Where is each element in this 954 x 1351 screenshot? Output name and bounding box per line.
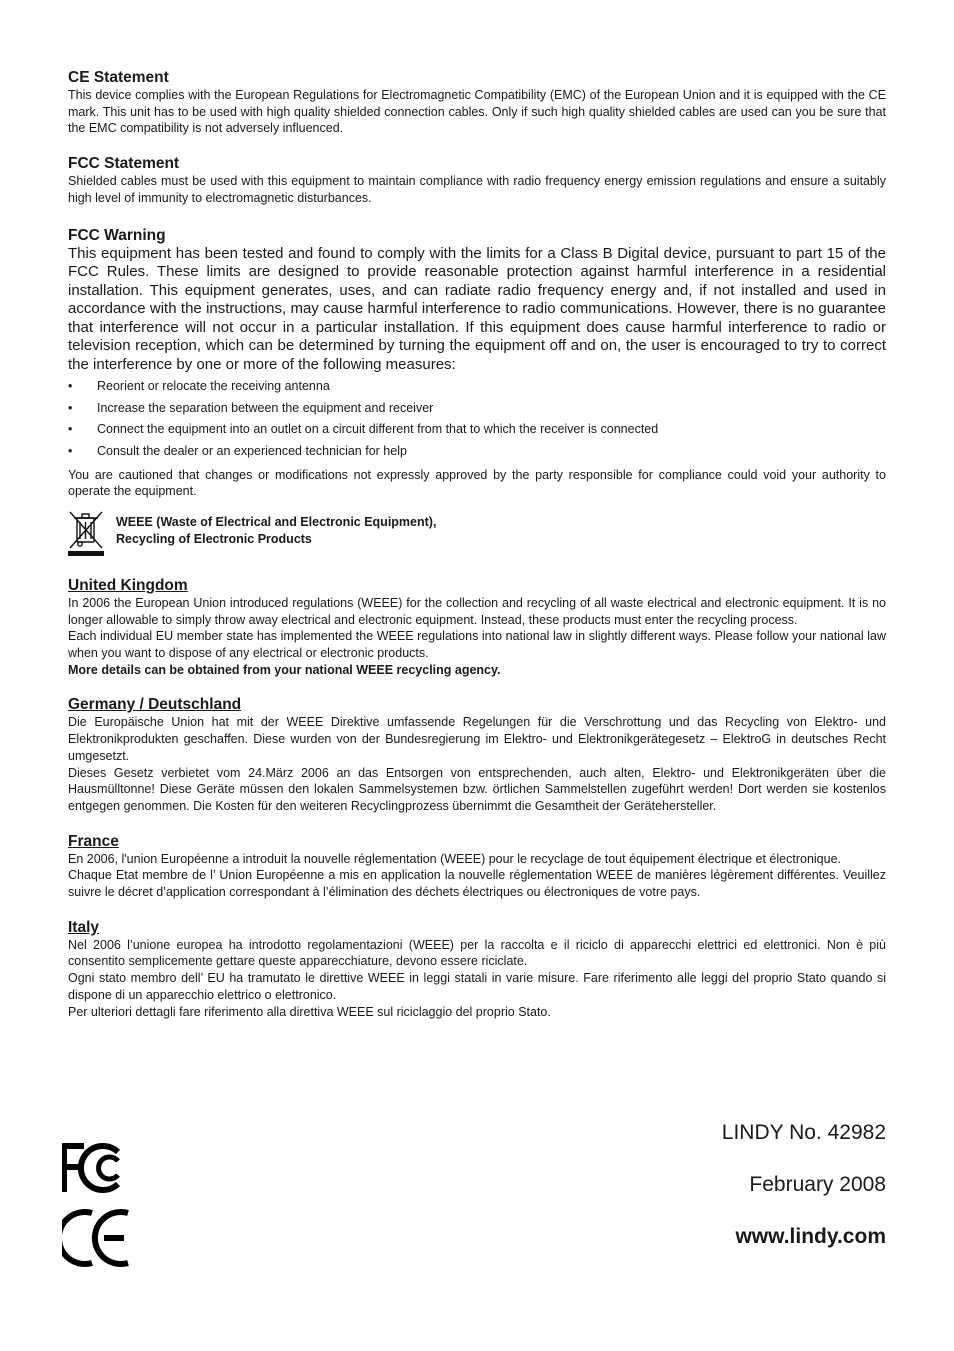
fcc-warning-text: This equipment has been tested and found to comply with the limits for a Class B Digital device, pursuant to part 15 of the FCC Rules. These limits are designed to provide reasonable protection against harmful interference in a residential installation. This equipment generates, uses, and can radiate radio frequency energy and, if not installed and used in accordance with the instructions, may cause harmful interference to radio communications. However, there is no guarantee that interference will not occur in a particular installation. If this equipment does cause harmful interference to radio or television reception, which can be determined by turning the equipment off and on, the user is encouraged to try to correct the interference by one or more of the following measures: bbox=[68, 244, 886, 373]
list-item: • Consult the dealer or an experienced technician for help bbox=[68, 443, 407, 458]
ce-statement-text: This device complies with the European Regulations for Electromagnetic Compatibility (EMC) of the European Union and it is equipped with the CE mark. This unit has to be used with high quality shielded connection cables. Only if such high quality shielded cables are used can you be sure that the EMC compatibility is not adversely influenced. bbox=[68, 88, 886, 136]
uk-paragraph-2: Each individual EU member state has implemented the WEEE regulations into national law in slightly different ways. Please follow your national law when you want to dispose of any electrical or electronic products. bbox=[68, 629, 886, 661]
footer-info bbox=[722, 1120, 886, 1276]
certification-logos bbox=[62, 1142, 134, 1274]
bullet: • bbox=[68, 400, 73, 415]
france-heading: France bbox=[68, 832, 119, 850]
bullet: • bbox=[68, 379, 73, 394]
publication-date: February 2008 bbox=[749, 1173, 886, 1196]
list-item: • Reorient or relocate the receiving antenna bbox=[68, 379, 330, 394]
weee-title-line2: Recycling of Electronic Products bbox=[116, 531, 312, 546]
list-item: • Increase the separation between the equipment and receiver bbox=[68, 400, 434, 415]
fcc-warning-heading: FCC Warning bbox=[68, 226, 166, 244]
bullet: • bbox=[68, 422, 73, 437]
germany-paragraph-1: Die Europäische Union hat mit der WEEE Direktive umfassende Regelungen für die Verschrottung und das Recycling von Elektro- und Elektronikprodukten geschaffen. Diese wurden von der Bundesregierung im Elektro- und Elektronikgerätegesetz – ElektroG in deutsches Recht umgesetzt. bbox=[68, 715, 886, 763]
crossed-out-wheelie-bin-icon bbox=[68, 510, 104, 556]
document-body bbox=[68, 68, 886, 1020]
germany-heading: Germany / Deutschland bbox=[68, 696, 242, 714]
fcc-statement-section bbox=[68, 154, 886, 206]
weee-title-line1: WEEE (Waste of Electrical and Electronic Equipment), bbox=[116, 514, 437, 529]
fcc-logo bbox=[62, 1142, 132, 1194]
france-section bbox=[68, 832, 886, 901]
italy-section bbox=[68, 918, 886, 1021]
fcc-statement-text: Shielded cables must be used with this equipment to maintain compliance with radio frequency energy emission regulations and ensure a suitably high level of immunity to electromagnetic disturbances. bbox=[68, 174, 886, 205]
italy-paragraph-2: Ogni stato membro dell’ EU ha tramutato le direttive WEEE in leggi statali in varie misure. Fare riferimento alle leggi del proprio Stato quando si dispone di un apparecchio elettrico o elettronico. bbox=[68, 971, 886, 1002]
uk-section bbox=[68, 576, 886, 679]
ce-statement-heading: CE Statement bbox=[68, 69, 169, 86]
weee-banner bbox=[68, 510, 886, 560]
website-link[interactable]: www.lindy.com bbox=[735, 1225, 886, 1248]
ce-mark-logo bbox=[62, 1207, 132, 1269]
fcc-measures-list bbox=[68, 378, 886, 459]
uk-paragraph-3: More details can be obtained from your national WEEE recycling agency. bbox=[68, 662, 501, 677]
fcc-warning-section bbox=[68, 226, 886, 500]
germany-section bbox=[68, 695, 886, 814]
germany-paragraph-2: Dieses Gesetz verbietet vom 24.März 2006 an das Entsorgen von entsprechenden, auch alten, Elektro- und Elektronikgeräten über die Hausmülltonne! Diese Geräte müssen den lokalen Sammelsystemen bzw. örtlichen Sammelstellen zugeführt werden! Dort werden sie kostenlos entgegen genommen. Die Kosten für den weiteren Recyclingprozess übernimmt die Gesamtheit der Gerätehersteller. bbox=[68, 765, 886, 813]
ce-statement-section bbox=[68, 68, 886, 137]
bullet: • bbox=[68, 443, 73, 458]
product-number: LINDY No. 42982 bbox=[721, 1121, 886, 1144]
uk-heading: United Kingdom bbox=[68, 576, 188, 594]
france-paragraph-2: Chaque Etat membre de l’ Union Européenne a mis en application la nouvelle réglementation WEEE de manières légèrement différentes. Veuillez suivre le décret d’application correspondant à l’élimination des déchets électriques ou électroniques de votre pays. bbox=[68, 868, 886, 900]
italy-heading: Italy bbox=[68, 918, 100, 936]
france-paragraph-1: En 2006, l'union Européenne a introduit la nouvelle réglementation (WEEE) pour le recyclage de tout équipement électrique et électronique. bbox=[68, 851, 842, 866]
italy-paragraph-3: Per ulteriori dettagli fare riferimento alla direttiva WEEE sul riciclaggio del proprio Stato. bbox=[68, 1004, 551, 1019]
fcc-statement-heading: FCC Statement bbox=[68, 155, 180, 173]
uk-paragraph-1: In 2006 the European Union introduced regulations (WEEE) for the collection and recycling of all waste electrical and electronic equipment. It is no longer allowable to simply throw away electrical and electronic equipment. Instead, these products must enter the recycling process. bbox=[68, 595, 886, 627]
italy-paragraph-1: Nel 2006 l’unione europea ha introdotto regolamentazioni (WEEE) per la raccolta e il riciclo di apparecchi elettrici ed elettronici. Non è più consentito semplicemente gettare queste apparecchiature, devono essere riciclate. bbox=[68, 937, 886, 969]
fcc-caution-text: You are cautioned that changes or modifications not expressly approved by the party responsible for compliance could void your authority to operate the equipment. bbox=[68, 467, 886, 499]
weee-title bbox=[116, 514, 436, 548]
list-item: • Connect the equipment into an outlet on a circuit different from that to which the receiver is connected bbox=[68, 422, 659, 437]
